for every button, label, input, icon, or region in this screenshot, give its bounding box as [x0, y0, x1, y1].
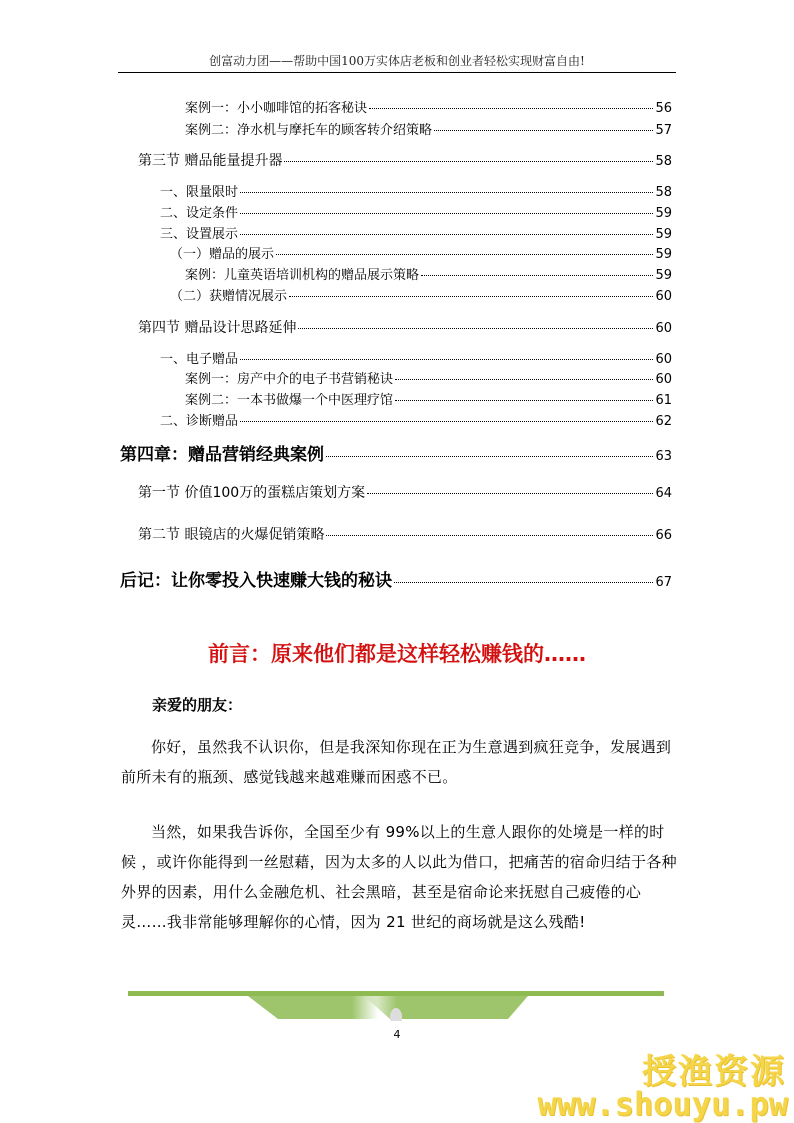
toc-entry[interactable]	[160, 348, 672, 367]
toc-entry[interactable]	[160, 223, 672, 242]
watermark-url: www.shouyu.pw	[537, 1085, 788, 1123]
toc-leader	[240, 421, 653, 422]
toc-leader	[298, 328, 653, 329]
toc-entry[interactable]	[138, 524, 672, 544]
toc-leader	[394, 582, 653, 583]
toc-page: 61	[655, 393, 672, 408]
toc-leader	[369, 108, 653, 109]
toc-title: 第二节 眼镜店的火爆促销策略	[138, 527, 325, 543]
toc-entry[interactable]	[185, 368, 672, 387]
toc-title: 后记：让你零投入快速赚大钱的秘诀	[120, 571, 392, 591]
toc-page: 59	[655, 206, 672, 221]
toc-page: 58	[655, 185, 672, 200]
toc-page: 60	[655, 321, 672, 336]
page-number: 4	[393, 1028, 401, 1041]
toc-leader	[284, 161, 653, 162]
toc-title: 三、设置展示	[160, 227, 239, 242]
toc-leader	[395, 379, 653, 380]
toc-title: 一、限量限时	[160, 185, 239, 200]
toc-title: 第一节 价值100万的蛋糕店策划方案	[138, 485, 366, 501]
toc-leader	[326, 535, 653, 536]
toc-entry[interactable]	[185, 97, 672, 116]
toc-page: 59	[655, 247, 672, 262]
toc-page: 56	[655, 101, 672, 116]
toc-page: 60	[655, 372, 672, 387]
toc-page: 57	[655, 123, 672, 138]
toc-title: 第四章：赠品营销经典案例	[120, 445, 324, 465]
toc-page: 66	[655, 528, 672, 543]
toc-page: 64	[655, 486, 672, 501]
preface-greeting: 亲爱的朋友：	[152, 696, 243, 714]
toc-leader	[240, 213, 653, 214]
footer-decoration	[128, 991, 664, 1021]
toc-entry[interactable]	[185, 389, 672, 408]
toc-page: 63	[655, 449, 672, 464]
preface-title: 前言：原来他们都是这样轻松赚钱的……	[208, 642, 586, 666]
toc-title: 二、诊断赠品	[160, 414, 239, 429]
toc-title: 案例：儿童英语培训机构的赠品展示策略	[185, 268, 420, 283]
toc-page: 59	[655, 268, 672, 283]
toc-entry[interactable]	[138, 150, 672, 170]
toc-title: 案例二：一本书做爆一个中医理疗馆	[185, 393, 394, 408]
toc-leader	[240, 359, 653, 360]
toc-entry[interactable]	[160, 181, 672, 200]
toc-entry[interactable]	[185, 119, 672, 138]
header-divider	[118, 72, 676, 73]
page-header: 创富动力团——帮助中国100万实体店老板和创业者轻松实现财富自由!	[209, 54, 585, 68]
toc-title: 案例一：小小咖啡馆的拓客秘诀	[185, 101, 368, 116]
toc-title: 案例二：净水机与摩托车的顾客转介绍策略	[185, 123, 433, 138]
toc-page: 59	[655, 227, 672, 242]
toc-entry[interactable]	[160, 410, 672, 429]
toc-entry[interactable]	[170, 285, 672, 304]
toc-title: 案例一：房产中介的电子书营销秘诀	[185, 372, 394, 387]
toc-title: 第三节 赠品能量提升器	[138, 153, 283, 169]
toc-entry[interactable]	[120, 440, 672, 465]
toc-entry[interactable]	[185, 264, 672, 283]
toc-entry[interactable]	[138, 317, 672, 337]
toc-leader	[240, 192, 653, 193]
toc-entry[interactable]	[120, 566, 672, 591]
preface-paragraph: 你好，虽然我不认识你，但是我深知你现在正为生意遇到疯狂竞争，发展遇到前所未有的瓶颈、感觉钱越来越难赚而困惑不已。	[121, 738, 672, 786]
toc-entry[interactable]	[170, 243, 672, 262]
toc-title: （二）获赠情况展示	[170, 289, 288, 304]
toc-title: 一、电子赠品	[160, 352, 239, 367]
toc-page: 60	[655, 289, 672, 304]
toc-page: 58	[655, 154, 672, 169]
toc-leader	[326, 456, 653, 457]
toc-title: （一）赠品的展示	[170, 247, 275, 262]
preface-paragraph: 当然，如果我告诉你，全国至少有 99%以上的生意人跟你的处境是一样的时候 ，或许你能得到一丝慰藉，因为太多的人以此为借口，把痛苦的宿命归结于各种外界的因素，用什么金融危机、社会黑暗，甚至是宿命论来抚慰自己疲倦的心灵……我非常能够理解你的心情，因为 21 世纪的商场就是这么残酷!	[121, 823, 677, 931]
toc-leader	[289, 296, 653, 297]
toc-entry[interactable]	[160, 202, 672, 221]
toc-leader	[421, 275, 653, 276]
toc-page: 62	[655, 414, 672, 429]
watermark-text: 授渔资源	[642, 1052, 786, 1092]
toc-leader	[367, 493, 653, 494]
toc-page: 67	[655, 575, 672, 590]
toc-title: 第四节 赠品设计思路延伸	[138, 320, 297, 336]
toc-entry[interactable]	[138, 482, 672, 502]
toc-leader	[434, 130, 653, 131]
toc-leader	[395, 400, 653, 401]
toc-page: 60	[655, 352, 672, 367]
toc-leader	[240, 234, 653, 235]
toc-title: 二、设定条件	[160, 206, 239, 221]
toc-leader	[276, 254, 653, 255]
